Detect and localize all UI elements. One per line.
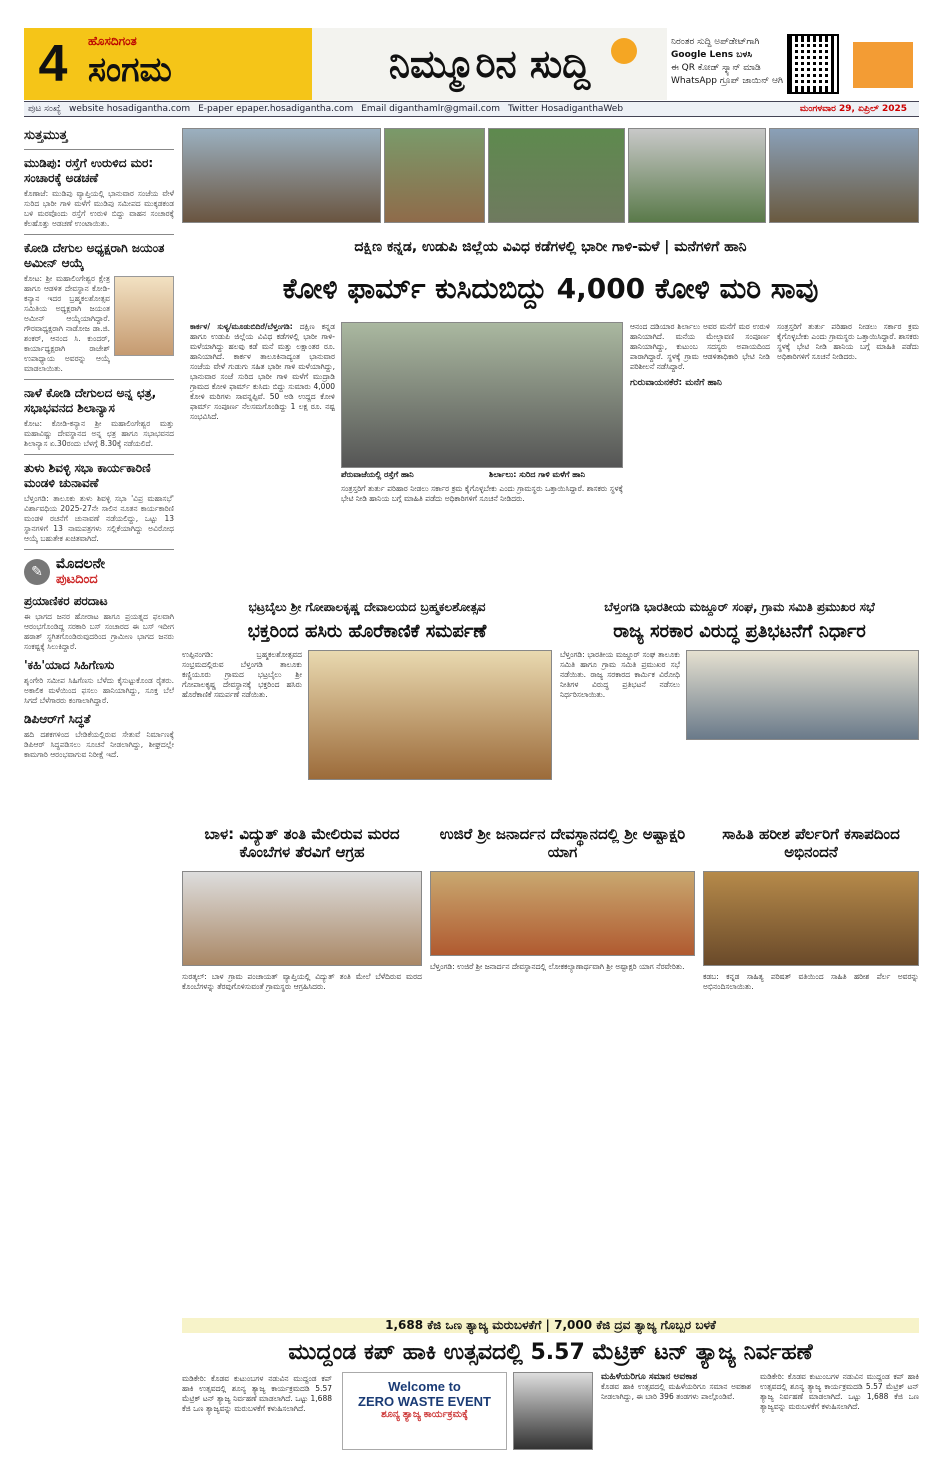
feature-body: ಶೃಂಗೇರಿ ಸಮೀಪ ಸಿಹಿಗೆಣಸು ಬೆಳೆದು ಕೈಸುಟ್ಟುಕೊಂಡ ರೈತರು. ಅಕಾಲಿಕ ಮಳೆಯಿಂದ ಫಸಲು ಹಾನಿಯಾಗಿದ್ದು, ಸೂಕ್ತ ಬೆಲೆ ಸಿಗದೆ ಬೆಳೆಗಾರರು ಕಂಗಾಲಾಗಿದ್ದಾರೆ. <box>24 676 174 705</box>
website-link[interactable]: website hosadigantha.com <box>68 104 191 114</box>
column-title: ಸುತ್ತಮುತ್ತ <box>24 128 68 143</box>
section-title <box>312 28 667 100</box>
feature-header <box>24 556 174 588</box>
left-column <box>24 124 174 1434</box>
info-bar <box>24 101 919 117</box>
mid-right-story <box>560 600 919 810</box>
qr-code-icon[interactable] <box>787 34 839 94</box>
brand-name: ಸಂಗಮ <box>88 50 172 90</box>
row3-story-1 <box>182 825 422 1305</box>
feature-title: ಪ್ರಯಾಣಿಕರ ಪರದಾಟ <box>24 594 108 608</box>
row3-body: ಕಡಬ: ಕನ್ನಡ ಸಾಹಿತ್ಯ ಪರಿಷತ್ ವತಿಯಿಂದ ಸಾಹಿತಿ ಹರೀಶ ಪೆರ್ಲ ಅವರನ್ನು ಅಭಿನಂದಿಸಲಾಯಿತು. <box>703 972 919 991</box>
feature-title: 'ಕಹಿ'ಯಾದ ಸಿಹಿಗೆಣಸು <box>24 658 115 672</box>
section-title-text: ನಿಮ್ಮೂರಿನ ಸುದ್ದಿ <box>388 41 591 86</box>
lead-body-4: ಸಂತ್ರಸ್ತರಿಗೆ ತುರ್ತು ಪರಿಹಾರ ನೀಡಲು ಸರ್ಕಾರ ಕ್ರಮ ಕೈಗೊಳ್ಳಬೇಕು ಎಂದು ಗ್ರಾಮಸ್ಥರು ಒತ್ತಾಯಿಸಿದ್ದಾರೆ. ಶಾಸಕರು ಸ್ಥಳಕ್ಕೆ ಭೇಟಿ ನೀಡಿ ಹಾನಿಯ ಬಗ್ಗೆ ಮಾಹಿತಿ ಪಡೆದು ಅಧಿಕಾರಿಗಳಿಗೆ ಸೂಚನೆ ನೀಡಿದರು. <box>777 322 919 361</box>
bottom-sidebar <box>601 1372 751 1450</box>
lead-photo-strip <box>182 128 919 223</box>
page-number: 4 <box>24 28 82 100</box>
portrait-photo <box>114 276 174 356</box>
photo-officials <box>628 128 766 223</box>
feature-body: ಈ ಭಾಗದ ಜನರ ಹೋರಾಟ ಹಾಗೂ ಪ್ರಯತ್ನದ ಫಲವಾಗಿ ಆರಂಭಗೊಂಡಿದ್ದ ಸರಕಾರಿ ಬಸ್ ಸಂಚಾರದ ಈ ಬಸ್ ಇದೀಗ ಹಠಾತ್ ಸ್ಥಗಿತಗೊಂಡಿರುವುದರಿಂದ ಗ್ರಾಮೀಣ ಭಾಗದ ಜನರು ಸಂಕಷ್ಟಕ್ಕೆ ಸಿಲುಕಿದ್ದಾರೆ. <box>24 612 174 651</box>
lead-body-text: ದಕ್ಷಿಣ ಕನ್ನಡ ಹಾಗೂ ಉಡುಪಿ ಜಿಲ್ಲೆಯ ವಿವಿಧ ಕಡೆಗಳಲ್ಲಿ ಭಾರೀ ಗಾಳಿ-ಮಳೆಯಾಗಿದ್ದು ಹಲವು ಕಡೆ ಮನೆ ಮತ್ತು ಲಕ್ಷಾಂತರ ರೂ. ಹಾನಿಯಾಗಿದೆ. ಕಾರ್ಕಳ ತಾಲೂಕಿನಾದ್ಯಂತ ಭಾನುವಾರ ಸಂಜೆಯ ವೇಳೆ ಗುಡುಗು ಸಹಿತ ಭಾರೀ ಗಾಳಿ ಮಳೆಯಾಗಿದ್ದು, ಭಾನುವಾರ ಸಂಜೆ ಸುರಿದ ಭಾರೀ ಗಾಳಿ ಮಳೆಗೆ ಮುದ್ರಾಡಿ ಗ್ರಾಮದ ಕೋಳಿ ಫಾರ್ಮ್ ಕುಸಿದು ಬಿದ್ದು ಸುಮಾರು 4,000 ಕೋಳಿ ಮರಿಗಳು ಸಾವನ್ನಪ್ಪಿವೆ. 50 ಅಡಿ ಉದ್ದದ ಕೋಳಿ ಫಾರ್ಮ್ ಸಂಪೂರ್ಣ ನೆಲಸಮಗೊಂಡಿದ್ದು 1 ಲಕ್ಷ ರೂ. ನಷ್ಟ ಸಂಭವಿಸಿದೆ. <box>190 322 335 421</box>
row3-headline: ಉಜಿರೆ ಶ್ರೀ ಜನಾರ್ದನ ದೇವಸ್ಥಾನದಲ್ಲಿ ಶ್ರೀ ಅಷ್ಟಾಕ್ಷರಿ ಯಾಗ <box>439 825 686 861</box>
story-title: ತುಳು ಶಿವಳ್ಳಿ ಸಭಾ ಕಾರ್ಯಕಾರಿಣಿ ಮಂಡಳಿ ಚುನಾವಣೆ <box>24 461 151 490</box>
sidebar-title: ಮಹಿಳೆಯರಿಗೂ ಸಮಾನ ಅವಕಾಶ <box>601 1372 698 1382</box>
photo-minister-visit <box>341 322 623 468</box>
story-title: ನಾಳೆ ಕೋಡಿ ದೇಗುಲದ ಅನ್ನ ಛತ್ರ, ಸಭಾಭವನದ ಶಿಲಾನ್ಯಾಸ <box>24 386 157 415</box>
row3-headline: ಸಾಹಿತಿ ಹರೀಶ ಪೆರ್ಲರಿಗೆ ಕಸಾಪದಿಂದ ಅಭಿನಂದನೆ <box>722 825 900 861</box>
orange-block <box>853 42 913 88</box>
mid-left-body: ಉಪ್ಪಿನಂಗಡಿ: ಬ್ರಹ್ಮಕಲಶೋತ್ಸವದ ಸಂಭ್ರಮದಲ್ಲಿರುವ ಬೆಳ್ತಂಗಡಿ ತಾಲೂಕು ಕಣ್ಣಿಯೂರು ಗ್ರಾಮದ ಭಟ್ರಬೈಲು ಶ್ರೀ ಗೋಪಾಲಕೃಷ್ಣ ದೇವಸ್ಥಾನಕ್ಕೆ ಭಕ್ತರಿಂದ ಹಸಿರು ಹೊರೆಕಾಣಿಕೆ ಸಮರ್ಪಣೆ ನಡೆಯಿತು. <box>182 650 302 699</box>
lead-body-text: ಆನಂದ ದಡಿಯಾರ ಶಿರ್ಲಾಲು ಅವರ ಮನೆಗೆ ಮರ ಉರುಳಿ ಹಾನಿಯಾಗಿದೆ. ಮನೆಯ ಮೇಲ್ಛಾವಣಿ ಸಂಪೂರ್ಣ ಹಾನಿಯಾಗಿದ್ದು, ಕುಟುಂಬ ಸದಸ್ಯರು ಅಪಾಯದಿಂದ ಪಾರಾಗಿದ್ದಾರೆ. ಸ್ಥಳಕ್ಕೆ ಗ್ರಾಮ ಆಡಳಿತಾಧಿಕಾರಿ ಭೇಟಿ ನೀಡಿ ಪರಿಶೀಲನೆ ನಡೆಸಿದ್ದಾರೆ. <box>630 322 770 371</box>
sidebar-body: ಕೊಡವ ಹಾಕಿ ಉತ್ಸವದಲ್ಲಿ ಮಹಿಳೆಯರಿಗೂ ಸಮಾನ ಅವಕಾಶ ನೀಡಲಾಗಿದ್ದು, ಈ ಬಾರಿ 396 ತಂಡಗಳು ಪಾಲ್ಗೊಂಡಿವೆ. <box>601 1382 751 1401</box>
twitter-link[interactable]: Twitter HosadiganthaWeb <box>508 104 624 114</box>
story-body: ಕೋಟ: ಶ್ರೀ ಮಹಾಲಿಂಗೇಶ್ವರ ಕ್ಷೇತ್ರ ಹಾಗೂ ಆಡಳಿತ ದೇವಸ್ಥಾನ ಕೋಡಿ-ಕನ್ಯಾನ ಇದರ ಬ್ರಹ್ಮಕಲಶೋತ್ಸವ ಸಮಿತಿಯ ಅಧ್ಯಕ್ಷರಾಗಿ ಜಯಂತ ಅಮೀನ್ ಆಯ್ಕೆಯಾಗಿದ್ದಾರೆ. ಗೌರವಾಧ್ಯಕ್ಷರಾಗಿ ನಾಡೋಜ ಡಾ.ಜಿ. ಶಂಕರ್, ಆನಂದ ಸಿ. ಕುಂದರ್, ಕಾರ್ಯಾಧ್ಯಕ್ಷರಾಗಿ ರಾಜೇಶ್ ಉಪಾಧ್ಯಾಯ ಅವರನ್ನು ಆಯ್ಕೆ ಮಾಡಲಾಯಿತು. <box>24 274 110 373</box>
mid-left-story <box>182 600 552 810</box>
story-body: ಕೋಟ: ಕೋಡಿ-ಕನ್ಯಾನ ಶ್ರೀ ಮಹಾಲಿಂಗೇಶ್ವರ ಮತ್ತು ಮಹಾವಿಷ್ಣು ದೇವಸ್ಥಾನದ ಅನ್ನ ಛತ್ರ ಹಾಗೂ ಸಭಾಭವನದ ಶಿಲಾನ್ಯಾಸ ಏ.30ರಂದು ಬೆಳಗ್ಗೆ 8.30ಕ್ಕೆ ನಡೆಯಲಿದೆ. <box>24 419 174 448</box>
lead-body-2 <box>630 322 770 592</box>
mid-left-headline: ಭಕ್ತರಿಂದ ಹಸಿರು ಹೊರೆಕಾಣಿಕೆ ಸಮರ್ಪಣೆ <box>247 621 487 642</box>
pencil-icon: ✎ <box>24 559 50 585</box>
photo-fallen-trees <box>488 128 626 223</box>
issue-date: ಮಂಗಳವಾರ 29, ಏಪ್ರಿಲ್ 2025 <box>799 104 907 114</box>
qr-line: Google Lens ಬಳಸಿ <box>671 50 753 60</box>
feature-title: ಡಿಪಿಆರ್‌ಗೆ ಸಿದ್ಧತೆ <box>24 712 91 726</box>
photo-yagna <box>430 871 695 956</box>
row3-body: ಬೆಳ್ತಂಗಡಿ: ಉಜಿರೆ ಶ್ರೀ ಜನಾರ್ದನ ದೇವಸ್ಥಾನದಲ್ಲಿ ಲೋಕಕಲ್ಯಾಣಾರ್ಥವಾಗಿ ಶ್ರೀ ಅಷ್ಟಾಕ್ಷರಿ ಯಾಗ ನೆರವೇರಿತು. <box>430 962 685 971</box>
zero-waste-banner <box>342 1372 507 1450</box>
photo-debris <box>384 128 485 223</box>
banner-line: ಶೂನ್ಯ ತ್ಯಾಜ್ಯ ಕಾರ್ಯಕ್ರಮಕ್ಕೆ <box>381 1409 468 1420</box>
qr-line: ಈ QR ಕೋಡ್ ಸ್ಕ್ಯಾನ್ ಮಾಡಿ <box>671 63 761 73</box>
banner-line: Welcome to <box>388 1379 461 1394</box>
lead-headline: ಕೋಳಿ ಫಾರ್ಮ್ ಕುಸಿದುಬಿದ್ದು 4,000 ಕೋಳಿ ಮರಿ ಸಾವು <box>282 272 819 305</box>
story-title: ಕೋಡಿ ದೇಗುಲ ಅಧ್ಯಕ್ಷರಾಗಿ ಜಯಂತ ಅಮೀನ್ ಆಯ್ಕೆ <box>24 241 165 270</box>
photo-meeting-hall <box>182 871 422 966</box>
subhead: ಗುರುವಾಯನಕೆರೆ: ಮನೆಗೆ ಹಾನಿ <box>630 378 722 388</box>
caption: ಪೆರುವಾಜೆಯಲ್ಲಿ ರಸ್ತೆಗೆ ಹಾನಿ <box>341 470 414 479</box>
lead-body-3: ಸಂತ್ರಸ್ತರಿಗೆ ತುರ್ತು ಪರಿಹಾರ ನೀಡಲು ಸರ್ಕಾರ ಕ್ರಮ ಕೈಗೊಳ್ಳಬೇಕು ಎಂದು ಗ್ರಾಮಸ್ಥರು ಒತ್ತಾಯಿಸಿದ್ದಾರೆ. ಶಾಸಕರು ಸ್ಥಳಕ್ಕೆ ಭೇಟಿ ನೀಡಿ ಹಾನಿಯ ಬಗ್ಗೆ ಮಾಹಿತಿ ಪಡೆದು ಅಧಿಕಾರಿಗಳಿಗೆ ಸೂಚನೆ ನೀಡಿದರು. <box>341 484 623 503</box>
lead-dateline: ಕಾರ್ಕಳ/ ಸುಳ್ಯ/ಮೂಡುಬಿದಿರೆ/ಬೆಳ್ತಂಗಡಿ: <box>190 322 293 331</box>
photo-meeting <box>686 650 919 740</box>
mid-right-kicker: ಬೆಳ್ತಂಗಡಿ ಭಾರತೀಯ ಮಜ್ದೂರ್ ಸಂಘ, ಗ್ರಾಮ ಸಮಿತಿ ಪ್ರಮುಖರ ಸಭೆ <box>604 600 875 614</box>
row3-story-2 <box>430 825 695 1305</box>
feature-title-1: ಮೊದಲನೇ <box>56 556 105 572</box>
mid-right-headline: ರಾಜ್ಯ ಸರಕಾರ ವಿರುದ್ಧ ಪ್ರತಿಭಟನೆಗೆ ನಿರ್ಧಾರ <box>613 621 866 642</box>
lead-kicker: ದಕ್ಷಿಣ ಕನ್ನಡ, ಉಡುಪಿ ಜಿಲ್ಲೆಯ ವಿವಿಧ ಕಡೆಗಳಲ್ಲಿ ಭಾರೀ ಗಾಳಿ-ಮಳೆ | ಮನೆಗಳಿಗೆ ಹಾನಿ <box>354 239 747 255</box>
feature-title-2: ಪುಟದಿಂದ <box>56 572 98 587</box>
story-body: ಕೊಣಾಜೆ: ಮುಡಿಪು ವ್ಯಾಪ್ತಿಯಲ್ಲಿ ಭಾನುವಾರ ಸಂಜೆಯ ವೇಳೆ ಸುರಿದ ಭಾರೀ ಗಾಳಿ ಮಳೆಗೆ ಮುಡಿಪು ಸಮೀಪದ ಮುಕ್ಕಡಕಂಡ ಬಳಿ ಮರವೊಂದು ರಸ್ತೆಗೆ ಉರುಳಿ ಬಿದ್ದು ವಾಹನ ಸಂಚಾರಕ್ಕೆ ಕೆಲಹೊತ್ತು ಅಡಚಣೆ ಉಂಟಾಯಿತು. <box>24 189 174 228</box>
bottom-headline: ಮುದ್ದಂಡ ಕಪ್ ಹಾಕಿ ಉತ್ಸವದಲ್ಲಿ 5.57 ಮೆಟ್ರಿಕ್ ಟನ್ ತ್ಯಾಜ್ಯ ನಿರ್ವಹಣೆ <box>288 1340 813 1365</box>
row3-story-3 <box>703 825 919 1305</box>
story-body: ಬೆಳ್ತಂಗಡಿ: ತಾಲೂಕು ತುಳು ಶಿವಳ್ಳಿ ಸಭಾ 'ವಿಪ್ರ ಮಹಾಸಭೆ' ವಿರ್ಶಾವಧಿಯ 2025-27ನೇ ಸಾಲಿನ ನೂತನ ಕಾರ್ಯಕಾರಿಣಿ ಮಂಡಳಿ ರಚನೆಗೆ ಚುನಾವಣೆ ನಡೆಯಲಿದ್ದು, ಒಟ್ಟು 13 ಸ್ಥಾನಗಳಿಗೆ 13 ನಾಮಪತ್ರಗಳು ಸಲ್ಲಿಕೆಯಾಗಿದ್ದು ಅವಿರೋಧ ಆಯ್ಕೆ ಬಹುತೇಕ ಖಚಿತವಾಗಿದೆ. <box>24 494 174 543</box>
photo-damaged-house <box>182 128 381 223</box>
brand-top: ಹೊಸದಿಗಂತ <box>88 34 137 48</box>
masthead <box>24 28 919 100</box>
email-link[interactable]: Email diganthamlr@gmail.com <box>361 104 501 114</box>
banner-line: ZERO WASTE EVENT <box>358 1394 491 1409</box>
sun-icon <box>611 38 637 64</box>
photo-crane <box>769 128 919 223</box>
mid-left-kicker: ಭಟ್ರಬೈಲು ಶ್ರೀ ಗೋಪಾಲಕೃಷ್ಣ ದೇವಾಲಯದ ಬ್ರಹ್ಮಕಲಶೋತ್ಸವ <box>248 600 486 614</box>
qr-line: WhatsApp ಗ್ರೂಪ್ ಜಾಯಿನ್ ಆಗಿ <box>671 76 783 86</box>
bottom-body-2: ಮಡಿಕೇರಿ: ಕೊಡವ ಕುಟುಂಬಗಳ ನಡುವಿನ ಮುದ್ದಂಡ ಕಪ್ ಹಾಕಿ ಉತ್ಸವದಲ್ಲಿ ಶೂನ್ಯ ತ್ಯಾಜ್ಯ ಕಾರ್ಯಕ್ರಮದಡಿ 5.57 ಮೆಟ್ರಿಕ್ ಟನ್ ತ್ಯಾಜ್ಯ ನಿರ್ವಹಣೆ ಮಾಡಲಾಗಿದೆ. ಒಟ್ಟು 1,688 ಕೆಜಿ ಒಣ ತ್ಯಾಜ್ಯವನ್ನು ಮರುಬಳಕೆಗೆ ಕಳುಹಿಸಲಾಗಿದೆ. <box>760 1372 919 1411</box>
mid-right-body: ಬೆಳ್ತಂಗಡಿ: ಭಾರತೀಯ ಮಜ್ದೂರ್ ಸಂಘ ತಾಲೂಕು ಸಮಿತಿ ಹಾಗೂ ಗ್ರಾಮ ಸಮಿತಿ ಪ್ರಮುಖರ ಸಭೆ ನಡೆಯಿತು. ರಾಜ್ಯ ಸರಕಾರದ ಕಾರ್ಮಿಕ ವಿರೋಧಿ ನೀತಿಗಳ ವಿರುದ್ಧ ಪ್ರತಿಭಟನೆ ನಡೆಸಲು ನಿರ್ಧರಿಸಲಾಯಿತು. <box>560 650 680 699</box>
caption: ಶಿರ್ಲಾಲು: ಸುರಿದ ಗಾಳಿ ಮಳೆಗೆ ಹಾನಿ <box>489 470 586 479</box>
bottom-kicker: 1,688 ಕೆಜಿ ಒಣ ತ್ಯಾಜ್ಯ ಮರುಬಳಕೆಗೆ | 7,000 ಕೆಜಿ ದ್ರವ ತ್ಯಾಜ್ಯ ಗೊಬ್ಬರ ಬಳಕೆ <box>182 1318 919 1333</box>
photo-waste-bin <box>513 1372 593 1450</box>
row3-body: ಸುರತ್ಕಲ್: ಬಾಳ ಗ್ರಾಮ ಪಂಚಾಯತ್ ವ್ಯಾಪ್ತಿಯಲ್ಲಿ ವಿದ್ಯುತ್ ತಂತಿ ಮೇಲೆ ಬೆಳೆದಿರುವ ಮರದ ಕೊಂಬೆಗಳನ್ನು ತೆರವುಗೊಳಿಸುವಂತೆ ಗ್ರಾಮಸ್ಥರು ಆಗ್ರಹಿಸಿದರು. <box>182 972 422 991</box>
photo-felicitation <box>703 871 919 966</box>
pages-label: ಪುಟ ಸಂಖ್ಯೆ <box>28 104 61 114</box>
photo-temple-procession <box>308 650 552 780</box>
bottom-body: ಮಡಿಕೇರಿ: ಕೊಡವ ಕುಟುಂಬಗಳ ನಡುವಿನ ಮುದ್ದಂಡ ಕಪ್ ಹಾಕಿ ಉತ್ಸವದಲ್ಲಿ ಶೂನ್ಯ ತ್ಯಾಜ್ಯ ಕಾರ್ಯಕ್ರಮದಡಿ 5.57 ಮೆಟ್ರಿಕ್ ಟನ್ ತ್ಯಾಜ್ಯ ನಿರ್ವಹಣೆ ಮಾಡಲಾಗಿದೆ. ಒಟ್ಟು 1,688 ಕೆಜಿ ಒಣ ತ್ಯಾಜ್ಯವನ್ನು ಮರುಬಳಕೆಗೆ ಕಳುಹಿಸಲಾಗಿದೆ. <box>182 1374 332 1413</box>
epaper-link[interactable]: E-paper epaper.hosadigantha.com <box>198 104 354 114</box>
story-title: ಮುಡಿಪು: ರಸ್ತೆಗೆ ಉರುಳಿದ ಮರ: ಸಂಚಾರಕ್ಕೆ ಅಡಚಣೆ <box>24 156 154 185</box>
qr-text <box>667 28 787 100</box>
row3-headline: ಬಾಳ: ವಿದ್ಯುತ್ ತಂತಿ ಮೇಲಿರುವ ಮರದ ಕೊಂಬೆಗಳ ತೆರವಿಗೆ ಆಗ್ರಹ <box>204 825 400 861</box>
lead-body-1 <box>190 322 335 592</box>
feature-body: ಹದಿ ದಶಕಗಳಿಂದ ಬೇಡಿಕೆಯಲ್ಲಿರುವ ಸೇತುವೆ ನಿರ್ಮಾಣಕ್ಕೆ ಡಿಪಿಆರ್ ಸಿದ್ಧಪಡಿಸಲು ಸೂಚನೆ ನೀಡಲಾಗಿದ್ದು, ಶೀಘ್ರದಲ್ಲೇ ಕಾಮಗಾರಿ ಆರಂಭವಾಗುವ ನಿರೀಕ್ಷೆ ಇದೆ. <box>24 730 174 759</box>
qr-line: ನಿರಂತರ ಸುದ್ದಿ ಅಪ್‌ಡೇಟ್‌ಗಾಗಿ <box>671 37 760 47</box>
brand-block <box>82 28 312 100</box>
